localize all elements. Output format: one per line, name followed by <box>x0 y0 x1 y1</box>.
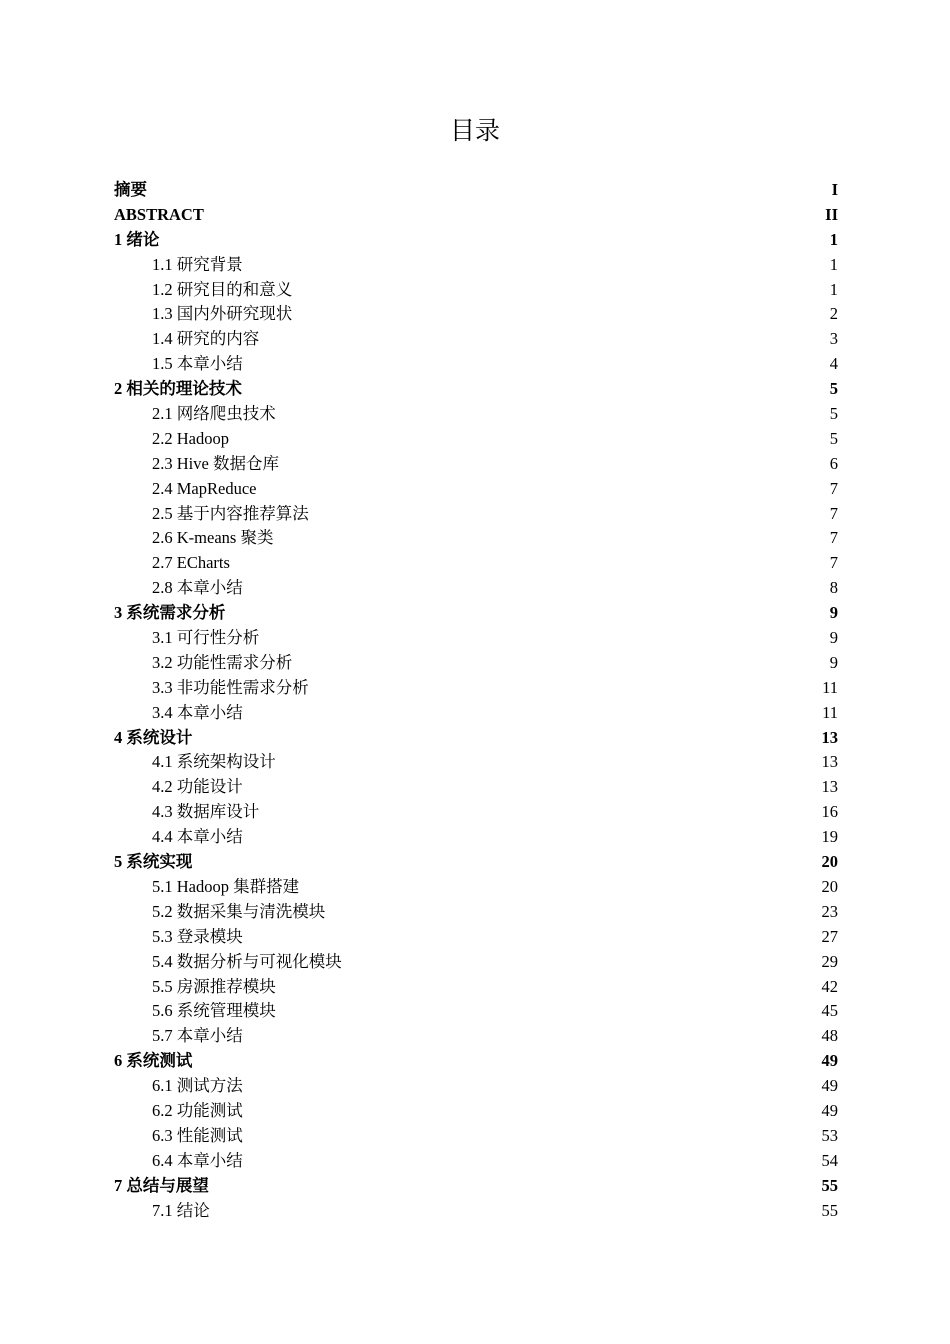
toc-entry-label: 6.3 性能测试 <box>152 1125 243 1145</box>
toc-entry[interactable] <box>114 999 838 1024</box>
toc-entry-page: 49 <box>821 1100 838 1120</box>
toc-entry-label: 5.7 本章小结 <box>152 1026 243 1046</box>
toc-entry-label: 6.2 功能测试 <box>152 1100 243 1120</box>
toc-entry[interactable] <box>114 775 838 800</box>
toc-entry-label: 1 绪论 <box>114 229 160 249</box>
toc-entry-page: 49 <box>821 1076 838 1096</box>
toc-entry-page: 55 <box>821 1200 838 1220</box>
toc-entry[interactable] <box>114 875 838 900</box>
toc-entry-label: 6 系统测试 <box>114 1051 193 1071</box>
toc-entry-label: 5.4 数据分析与可视化模块 <box>152 951 342 971</box>
toc-entry[interactable] <box>114 1174 838 1199</box>
toc-entry-label: 3.3 非功能性需求分析 <box>152 677 309 697</box>
toc-entry[interactable] <box>114 228 838 253</box>
toc-entry[interactable] <box>114 178 838 203</box>
toc-entry-label: 2.1 网络爬虫技术 <box>152 404 276 424</box>
toc-entry-page: 11 <box>822 677 838 697</box>
toc-entry-label: 1.5 本章小结 <box>152 354 243 374</box>
toc-entry-label: 2.5 基于内容推荐算法 <box>152 503 309 523</box>
toc-entry-page: 1 <box>829 229 838 249</box>
toc-entry[interactable] <box>114 601 838 626</box>
toc-entry-label: 1.4 研究的内容 <box>152 329 260 349</box>
toc-entry-page: 13 <box>821 777 838 797</box>
toc-entry-label: 2.7 ECharts <box>152 553 230 573</box>
toc-entry[interactable] <box>114 950 838 975</box>
toc-entry[interactable] <box>114 352 838 377</box>
toc-entry-label: 2.6 K-means 聚类 <box>152 528 274 548</box>
toc-entry-label: ABSTRACT <box>114 204 204 224</box>
toc-entry-page: 5 <box>829 404 838 424</box>
toc-entry-page: 3 <box>829 329 838 349</box>
toc-entry-page: 27 <box>821 926 838 946</box>
toc-entry-label: 6.1 测试方法 <box>152 1076 243 1096</box>
toc-entry-label: 摘要 <box>114 180 147 199</box>
toc-entry-page: 4 <box>829 354 838 374</box>
toc-entry-page: 2 <box>829 304 838 324</box>
toc-entry[interactable] <box>114 626 838 651</box>
toc-entry[interactable] <box>114 825 838 850</box>
table-of-contents <box>114 178 838 1223</box>
toc-entry-page: 9 <box>829 628 838 648</box>
toc-entry[interactable] <box>114 925 838 950</box>
toc-entry[interactable] <box>114 1199 838 1224</box>
toc-entry-page: II <box>825 204 838 224</box>
toc-entry-label: 3 系统需求分析 <box>114 603 226 623</box>
toc-entry[interactable] <box>114 551 838 576</box>
toc-entry-label: 2 相关的理论技术 <box>114 379 242 399</box>
toc-entry-page: 7 <box>829 553 838 573</box>
toc-entry-page: 19 <box>821 827 838 847</box>
toc-entry-page: 20 <box>821 852 838 872</box>
toc-entry-label: 7 总结与展望 <box>114 1175 209 1195</box>
toc-entry-label: 4 系统设计 <box>114 727 193 747</box>
toc-entry[interactable] <box>114 1074 838 1099</box>
toc-entry[interactable] <box>114 1149 838 1174</box>
toc-entry[interactable] <box>114 800 838 825</box>
toc-entry-page: 49 <box>821 1051 838 1071</box>
toc-entry-page: 13 <box>821 727 838 747</box>
toc-entry-label: 5.2 数据采集与清洗模块 <box>152 901 326 921</box>
toc-entry[interactable] <box>114 651 838 676</box>
toc-entry-label: 2.4 MapReduce <box>152 478 257 498</box>
toc-entry-page: 7 <box>829 528 838 548</box>
toc-entry-page: 23 <box>821 901 838 921</box>
toc-entry-page: 20 <box>821 876 838 896</box>
toc-entry-label: 1.1 研究背景 <box>152 254 243 274</box>
toc-entry-label: 1.2 研究目的和意义 <box>152 279 293 299</box>
toc-entry-label: 5.3 登录模块 <box>152 926 243 946</box>
toc-entry-page: I <box>831 180 838 199</box>
toc-entry-page: 48 <box>821 1026 838 1046</box>
toc-entry-label: 4.2 功能设计 <box>152 777 243 797</box>
toc-entry[interactable] <box>114 427 838 452</box>
toc-entry-label: 5.6 系统管理模块 <box>152 1001 276 1021</box>
toc-entry[interactable] <box>114 850 838 875</box>
toc-entry-page: 7 <box>829 478 838 498</box>
toc-entry-page: 13 <box>821 752 838 772</box>
toc-entry-page: 45 <box>821 1001 838 1021</box>
toc-entry[interactable] <box>114 1099 838 1124</box>
toc-entry[interactable] <box>114 1124 838 1149</box>
toc-entry-page: 7 <box>829 503 838 523</box>
toc-entry[interactable] <box>114 402 838 427</box>
toc-entry-page: 54 <box>821 1150 838 1170</box>
toc-entry[interactable] <box>114 452 838 477</box>
toc-entry[interactable] <box>114 377 838 402</box>
toc-entry-label: 5 系统实现 <box>114 852 193 872</box>
toc-entry-label: 4.3 数据库设计 <box>152 802 260 822</box>
toc-entry[interactable] <box>114 701 838 726</box>
toc-entry[interactable] <box>114 1024 838 1049</box>
toc-entry-label: 4.4 本章小结 <box>152 827 243 847</box>
toc-entry[interactable] <box>114 750 838 775</box>
toc-entry-page: 42 <box>821 976 838 996</box>
toc-entry-label: 2.2 Hadoop <box>152 428 229 448</box>
toc-entry-page: 9 <box>829 603 838 623</box>
toc-entry-label: 1.3 国内外研究现状 <box>152 304 293 324</box>
toc-entry-label: 4.1 系统架构设计 <box>152 752 276 772</box>
toc-entry[interactable] <box>114 975 838 1000</box>
toc-entry[interactable] <box>114 900 838 925</box>
toc-entry-label: 2.8 本章小结 <box>152 578 243 598</box>
toc-entry-page: 5 <box>829 379 838 399</box>
page-title: 目录 <box>449 116 500 145</box>
toc-entry-page: 1 <box>829 279 838 299</box>
toc-entry-label: 2.3 Hive 数据仓库 <box>152 453 279 473</box>
toc-entry-page: 6 <box>829 453 838 473</box>
toc-entry-page: 8 <box>829 578 838 598</box>
toc-entry-page: 16 <box>821 802 838 822</box>
toc-entry[interactable] <box>114 203 838 228</box>
toc-entry[interactable] <box>114 1049 838 1074</box>
toc-entry-label: 3.2 功能性需求分析 <box>152 652 293 672</box>
toc-entry[interactable] <box>114 327 838 352</box>
toc-entry-page: 9 <box>829 652 838 672</box>
toc-entry[interactable] <box>114 676 838 701</box>
toc-entry[interactable] <box>114 576 838 601</box>
toc-entry-label: 3.4 本章小结 <box>152 702 243 722</box>
toc-entry-label: 5.5 房源推荐模块 <box>152 976 276 996</box>
toc-entry-page: 1 <box>829 254 838 274</box>
toc-entry-label: 5.1 Hadoop 集群搭建 <box>152 876 300 896</box>
toc-entry[interactable] <box>114 526 838 551</box>
toc-entry-page: 11 <box>822 702 838 722</box>
toc-entry-page: 29 <box>821 951 838 971</box>
toc-entry-label: 7.1 结论 <box>152 1200 210 1220</box>
toc-entry-page: 55 <box>821 1175 838 1195</box>
toc-entry-page: 53 <box>821 1125 838 1145</box>
toc-entry[interactable] <box>114 253 838 278</box>
toc-entry-label: 3.1 可行性分析 <box>152 628 260 648</box>
toc-entry[interactable] <box>114 302 838 327</box>
toc-entry[interactable] <box>114 502 838 527</box>
toc-entry[interactable] <box>114 278 838 303</box>
toc-entry-page: 5 <box>829 428 838 448</box>
toc-entry-label: 6.4 本章小结 <box>152 1150 243 1170</box>
toc-entry[interactable] <box>114 477 838 502</box>
toc-entry[interactable] <box>114 726 838 751</box>
